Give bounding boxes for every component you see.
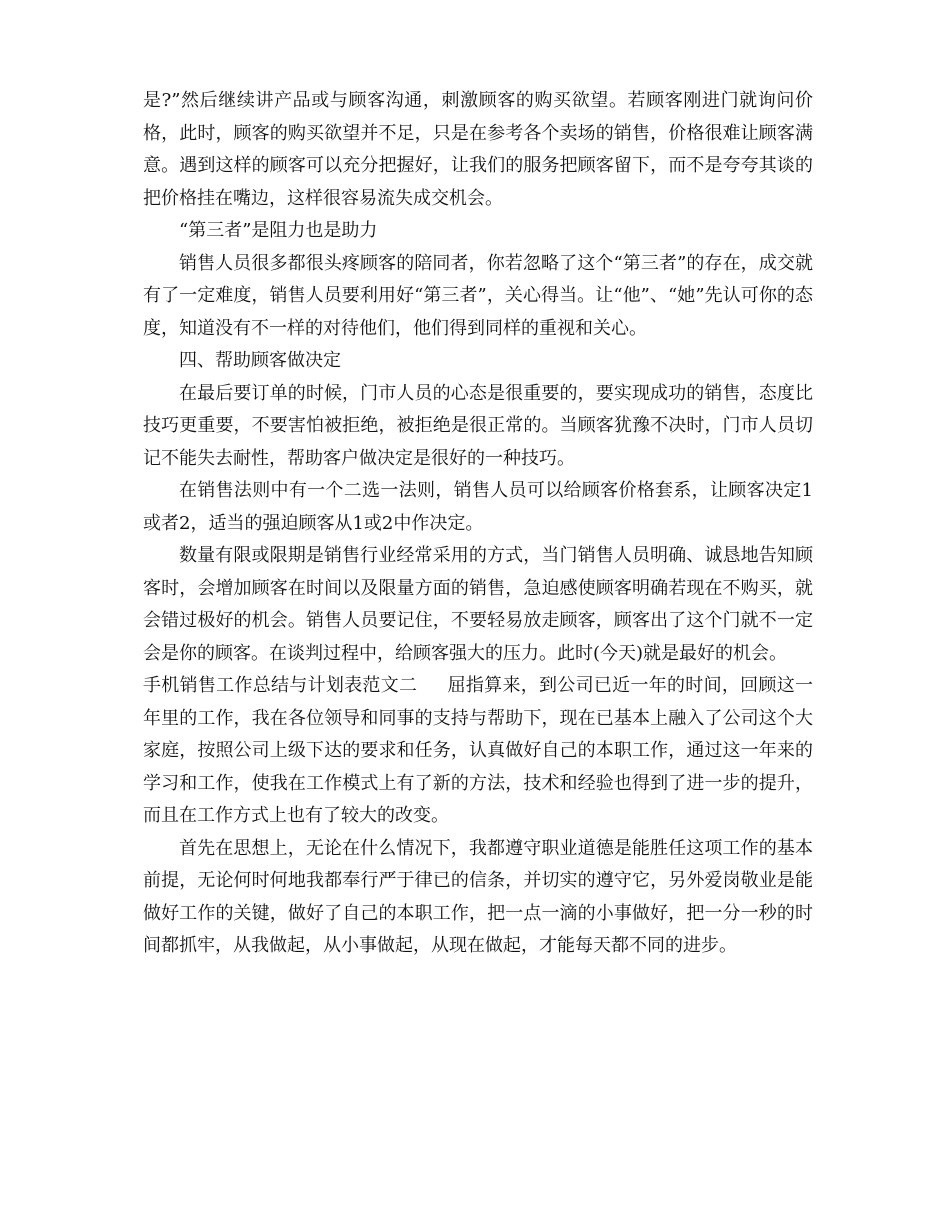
paragraph-1: 是?”然后继续讲产品或与顾客沟通，刺激顾客的购买欲望。若顾客刚进门就询问价格，此时，顾客的购买欲望并不足，只是在参考各个卖场的销售，价格很难让顾客满意。遇到这样的顾客可以充分把握好，让我们的服务把顾客留下，而不是夸夸其谈的把价格挂在嘴边，这样很容易流失成交机会。: [143, 90, 813, 209]
paragraph-2-heading: “第三者”是阻力也是助力: [179, 220, 378, 241]
section-title: 手机销售工作总结与计划表范文二: [143, 675, 418, 696]
document-page: [143, 85, 813, 963]
paragraph-5: 在最后要订单的时候，门市人员的心态是很重要的，要实现成功的销售，态度比技巧更重要，不要害怕被拒绝，被拒绝是很正常的。当顾客犹豫不决时，门市人员切记不能失去耐性，帮助客户做决定是很好的一种技巧。: [143, 382, 813, 469]
paragraph-6: 在销售法则中有一个二选一法则，销售人员可以给顾客价格套系，让顾客决定1或者2，适当的强迫顾客从1或2中作决定。: [143, 480, 813, 534]
paragraph-3: 销售人员很多都很头疼顾客的陪同者，你若忽略了这个“第三者”的存在，成交就有了一定难度，销售人员要利用好“第三者”，关心得当。让“他”、“她”先认可你的态度，知道没有不一样的对待他们，他们得到同样的重视和关心。: [143, 252, 813, 339]
paragraph-8-body: 屈指算来，到公司已近一年的时间，回顾这一年里的工作，我在各位领导和同事的支持与帮助下，现在已基本上融入了公司这个大家庭，按照公司上级下达的要求和任务，认真做好自己的本职工作，通过这一年来的学习和工作，使我在工作模式上有了新的方法，技术和经验也得到了进一步的提升，而且在工作方式上也有了较大的改变。: [143, 675, 814, 826]
paragraph-4-heading: 四、帮助顾客做决定: [179, 350, 341, 371]
paragraph-7: 数量有限或限期是销售行业经常采用的方式，当门销售人员明确、诚恳地告知顾客时，会增加顾客在时间以及限量方面的销售，急迫感使顾客明确若现在不购买，就会错过极好的机会。销售人员要记住，不要轻易放走顾客，顾客出了这个门就不一定会是你的顾客。在谈判过程中，给顾客强大的压力。此时(今天)就是最好的机会。: [143, 545, 813, 664]
paragraph-9: 首先在思想上，无论在什么情况下，我都遵守职业道德是能胜任这项工作的基本前提，无论何时何地我都奉行严于律已的信条，并切实的遵守它，另外爱岗敬业是能做好工作的关键，做好了自己的本职工作，把一点一滴的小事做好，把一分一秒的时间都抓牢，从我做起，从小事做起，从现在做起，才能每天都不同的进步。: [143, 837, 813, 956]
paragraph-8: [143, 670, 813, 833]
